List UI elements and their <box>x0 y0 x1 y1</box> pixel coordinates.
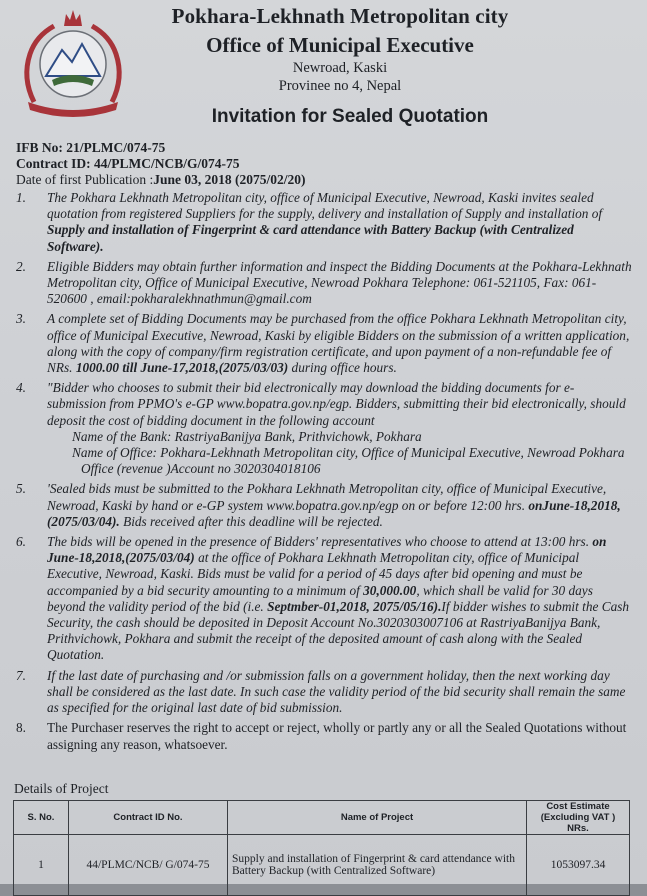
publication-date <box>16 172 306 188</box>
item-number: 3. <box>16 311 26 327</box>
cell-sn: 1 <box>14 835 69 896</box>
cell-cost-estimate: 1053097.34 <box>527 835 630 896</box>
cell-project-name: Supply and installation of Fingerprint & card attendance with Battery Backup (with Centralized Software) <box>228 835 527 896</box>
item-number: 2. <box>16 258 26 274</box>
item-bold-text: onJune-18,2018,(2075/03/04). <box>47 497 621 529</box>
publication-date-value: June 03, 2018 (2075/02/20) <box>153 172 306 187</box>
nepal-emblem-icon <box>14 6 132 118</box>
item-tail-text: If bidder wishes to submit the Cash Security, the cash should be deposited in Deposit Account No.3020303007106 at RastriyaBanijya Bank, Prithvichowk, Pokhara and submit the receipt of the deposited amount of cash along with the Sealed Quotation. <box>47 598 630 663</box>
bank-name: Name of the Bank: RastriyaBanijya Bank, Prithvichowk, Pokhara <box>72 428 422 444</box>
details-label: Details of Project <box>14 781 109 796</box>
item-number: 8. <box>16 720 26 736</box>
list-item <box>12 311 632 376</box>
list-item <box>12 481 632 530</box>
office-name: Office of Municipal Executive <box>206 33 474 57</box>
item-text: 'Sealed bids must be submitted to the Pokhara Lekhnath Metropolitan city, office of Municipal Executive, Newroad, Kaski by hand or e-GP system www.bopatra.gov.np/egp on or before 12:00 hrs. <box>47 481 607 513</box>
account-number: Office (revenue )Account no 3020304018106 <box>81 461 321 477</box>
item-bold-text: on June-18,2018,(2075/03/04) <box>47 534 607 566</box>
publication-label: Date of first Publication : <box>16 172 154 187</box>
item-text: "Bidder who chooses to submit their bid electronically may download the bidding documents for e-submission from PPMO's e-GP www.bopatra.gov.np/egp. Bidders, submitting their bid electronically, should deposit the cost of bidding document in the following account <box>47 380 626 428</box>
list-item <box>12 534 632 664</box>
org-name: Pokhara-Lekhnath Metropolitan city <box>171 4 509 28</box>
project-table <box>13 800 630 896</box>
ifb-number: IFB No: 21/PLMC/074-75 <box>16 140 166 155</box>
validity-date: Septmber-01,2018, 2075/05/16). <box>267 598 442 614</box>
item-text: The bids will be opened in the presence of Bidders' representatives who choose to attend at 13:00 hrs. <box>47 534 590 550</box>
address-line: Newroad, Kaski <box>292 60 388 76</box>
item-number: 4. <box>16 380 26 396</box>
header-sn: S. No. <box>14 801 69 835</box>
item-text: If the last date of purchasing and /or submission falls on a government holiday, then the next working day shall be considered as the last date. In such case the validity period of the bid security shall remain the same as specified for the original last date of bid submission. <box>47 667 626 716</box>
province-line: Provinee no 4, Nepal <box>278 78 402 94</box>
item-text: Eligible Bidders may obtain further information and inspect the Bidding Documents at the Pokhara-Lekhnath Metropolitan city, Office of Municipal Executive, Newroad Pokhara Telephone: 061-521105, Fax: 061-520600 , email:pokharalekhnathmun@gmail.com <box>47 258 632 307</box>
item-number: 7. <box>16 667 26 683</box>
cell-contract-id: 44/PLMC/NCB/ G/074-75 <box>69 835 228 896</box>
header-project-name: Name of Project <box>228 801 527 835</box>
item-text: The Pokhara Lekhnath Metropolitan city, office of Municipal Executive, Newroad, Kaski invites sealed quotation from registered Suppliers for the supply, delivery and installation of Supply and installation of <box>47 190 603 222</box>
contract-id: Contract ID: 44/PLMC/NCB/G/074-75 <box>16 156 240 171</box>
item-number: 5. <box>16 481 26 497</box>
item-number: 1. <box>16 190 26 205</box>
item-bold-text: Supply and installation of Fingerprint & card attendance with Battery Backup (with Centralized Software). <box>47 222 574 254</box>
list-item <box>12 190 632 255</box>
table-row <box>14 835 630 896</box>
item-mid-text-2: , which shall be valid for 30 days beyond the validity period of the bid (i.e. <box>47 582 593 614</box>
table-header-row <box>14 801 630 835</box>
list-item <box>12 720 632 752</box>
office-account-name: Name of Office: Pokhara-Lekhnath Metropolitan city, Office of Municipal Executive, Newroad Pokhara <box>72 445 625 461</box>
header-cost-estimate: Cost Estimate (Excluding VAT ) NRs. <box>527 801 630 835</box>
item-tail-text: during office hours. <box>291 360 397 376</box>
item-bold-text: 1000.00 till June-17,2018,(2075/03/03) <box>75 360 289 376</box>
notice-title: Invitation for Sealed Quotation <box>211 106 489 127</box>
item-mid-text: at the office of Pokhara Lekhnath Metropolitan city, office of Municipal Executive, Newroad, Kaski. Bids must be valid for a period of 45 days after bid opening and must be accompanied by a bid security amounting to a minimum of <box>47 550 583 598</box>
header-contract-id: Contract ID No. <box>69 801 228 835</box>
item-text: The Purchaser reserves the right to accept or reject, wholly or partly any or all the Sealed Quotations without assigning any reason, whatsoever. <box>47 720 627 752</box>
list-item <box>12 380 632 477</box>
notice-items <box>12 190 632 757</box>
item-number: 6. <box>16 534 26 550</box>
list-item <box>12 259 632 308</box>
item-text: A complete set of Bidding Documents may be purchased from the office Pokhara Lekhnath Metropolitan city, office of Municipal Executive, Newroad, Kaski by eligible Bidders on the submission of a written application, along with the copy of company/firm registration certificate, and upon payment of a non-refundable fee of NRs. <box>47 311 630 376</box>
bid-security-amount: 30,000.00 <box>363 582 417 598</box>
list-item <box>12 668 632 717</box>
item-tail-text: Bids received after this deadline will be rejected. <box>123 513 383 529</box>
